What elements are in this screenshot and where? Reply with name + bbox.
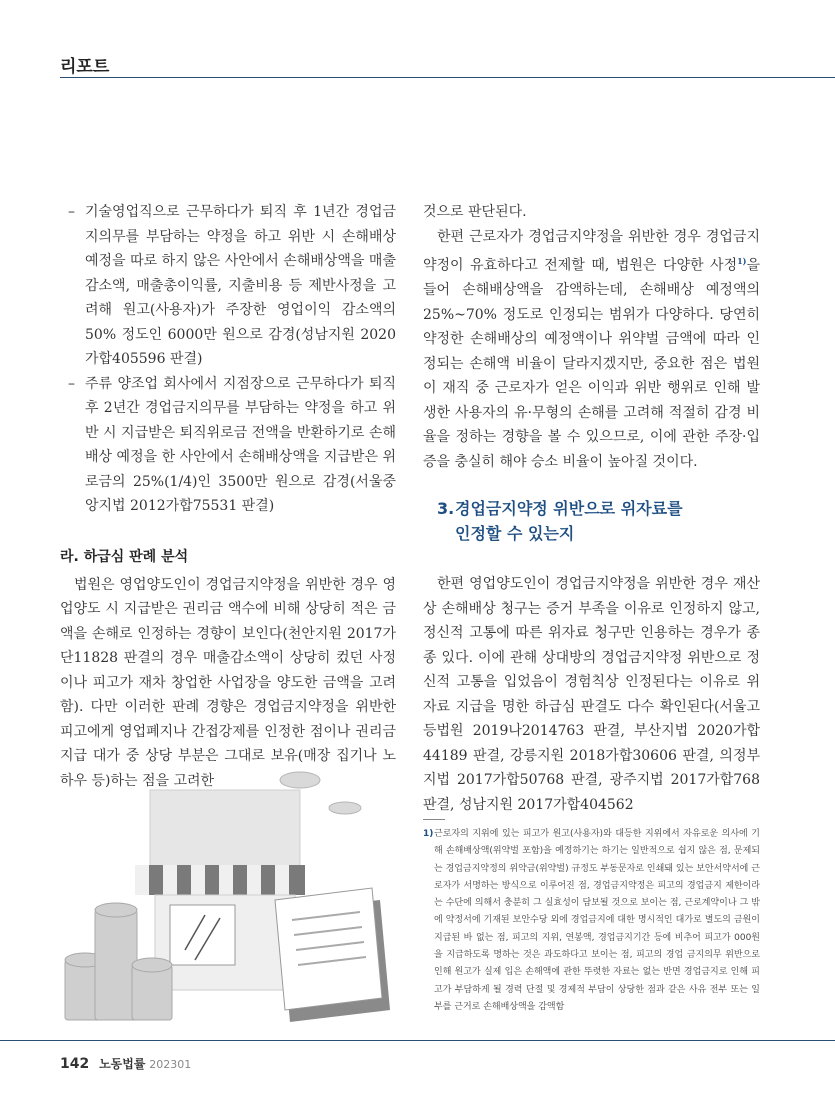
bullet-dash: – (68, 204, 75, 220)
body-text: 을 들어 손해배상액을 감액하는데, 손해배상 예정액의 25%~70% 정도로 인정되는 범위가 다양하다. 당연히 약정한 손해배상의 예정액이나 위약벌 금액에 따라 인정되는 손해액 비율이 달라지겠지만, 중요한 점은 법원이 재직 중 근로자가 얻은 이익과 위반 행위로 인해 발생한 사용자의 유·무형의 손해를 고려해 적절히 감경 비율을 정하는 경향을 볼 수 있으므로, 이에 관한 주장·입증을 충실히 해야 승소 비율이 높아질 것이다. (423, 257, 760, 470)
body-text: 한편 영업양도인이 경업금지약정을 위반한 경우 재산상 손해배상 청구는 증거 부족을 이유로 인정하지 않고, 정신적 고통에 따른 위자료 청구만 인용하는 경우가 종종 있다. 이에 관해 상대방의 경업금지약정 위반으로 정신적 고통을 입었음이 경험칙상 인정된다는 이유로 위자료 지급을 명한 하급심 판결도 다수 확인된다(서울고등법원 2019나2014763 판결, 부산지법 2020가합44189 판결, 강릉지원 2018가합30606 판결, 의정부지법 2017가합50768 판결, 광주지법 2017가합768 판결, 성남지원 2017가합404562 (423, 576, 760, 813)
body-paragraph (423, 572, 760, 817)
right-column (423, 200, 760, 817)
case-bullet-text: 주류 양조업 회사에서 지점장으로 근무하다가 퇴직 후 2년간 경업금지의무를 부담하는 약정을 하고 위반 시 지급받은 퇴직위로금 전액을 반환하기로 손해배상 예정을 한 사안에서 손해배상액을 지급받은 위로금의 25%(1/4)인 3500만 원으로 감경(서울중앙지법 2012가합75531 판결) (85, 375, 396, 514)
shop-coins-illustration (60, 760, 400, 1030)
section-heading (423, 496, 760, 546)
body-text: 법원은 영업양도인이 경업금지약정을 위반한 경우 영업양도 시 지급받은 권리금 액수에 비해 상당히 적은 금액을 손해로 인정하는 경향이 보인다(천안지원 2017가단11828 판결의 경우 매출감소액이 상당히 컸던 사정이나 피고가 재차 창업한 사업장을 양도한 금액을 고려함). 다만 이러한 판례 경향은 경업금지약정을 위반한 피고에게 영업폐지나 간접강제를 인정한 점이나 권리금 지급 대가 중 상당 부분은 그대로 보유(매장 집기나 노하우 등)하는 점을 고려한 (60, 576, 396, 789)
left-column (60, 200, 396, 793)
footnote (423, 826, 760, 1016)
section-title-line1: 경업금지약정 위반으로 위자료를 (455, 499, 683, 519)
section-label: 리포트 (60, 57, 110, 77)
magazine-name: 노동법률 (99, 1057, 146, 1071)
body-text: 것으로 판단된다. (423, 204, 527, 220)
section-title-line2: 인정할 수 있는지 (455, 524, 575, 544)
page-footer (60, 1055, 191, 1072)
issue-number: 202301 (149, 1058, 192, 1071)
bullet-dash: – (68, 375, 75, 392)
footnote-text: 근로자의 지위에 있는 피고가 원고(사용자)와 대등한 지위에서 자유로운 의사에 기해 손해배상액(위약벌 포함)을 예정하기는 하기는 일반적으로 쉽지 않은 점, 문제되는 경업금지약정의 위약금(위약벌) 규정도 부동문자로 인쇄돼 있는 보안서약서에 근로자가 서명하는 방식으로 이루어진 점, 경업금지약정은 피고의 경업금지 제한이라는 수단에 의해서 충분히 그 실효성이 담보될 것으로 보이는 점, 근로계약이나 그 밖에 약정서에 기재된 보안수당 외에 경업금지에 대한 명시적인 대가로 별도의 금원이 지급된 바 없는 점, 피고의 지위, 연봉액, 경업금지기간 등에 비추어 피고가 000원을 지급하도록 명하는 것은 과도하다고 보이는 점, 피고의 경업 금지의무 위반으로 인해 원고가 실제 입은 손해액에 관한 뚜렷한 자료는 없는 반면 경업금지로 인해 피고가 부담하게 될 경력 단절 및 경제적 부담이 상당한 점과 같은 사유 전부 또는 일부를 근거로 손해배상액을 감액함 (434, 829, 760, 1012)
footnote-reference[interactable]: 1) (737, 256, 747, 266)
section-number: 3. (437, 499, 455, 519)
page-number: 142 (60, 1056, 90, 1072)
header-divider (60, 77, 835, 78)
document-stack-icon (275, 888, 390, 1022)
subheading: 라. 하급심 판례 분석 (60, 548, 189, 565)
body-paragraph (423, 225, 760, 475)
body-text: 한편 근로자가 경업금지약정을 위반한 경우 경업금지약정이 유효하다고 전제할 때, 법원은 다양한 사정 (423, 228, 760, 274)
footer-divider (0, 1040, 835, 1041)
footnote-mark: 1) (423, 829, 434, 839)
body-paragraph (423, 200, 760, 225)
case-bullet-text: 기술영업직으로 근무하다가 퇴직 후 1년간 경업금지의무를 부담하는 약정을 하고 위반 시 손해배상 예정을 따로 하지 않은 사안에서 손해배상액을 매출감소액, 매출총이익률, 지출비용 등 제반사정을 고려해 원고(사용자)가 주장한 영업이익 감소액의 50% 정도인 6000만 원으로 감경(성남지원 2020가합405596 판결) (85, 204, 396, 367)
footnote-divider (423, 819, 445, 820)
case-bullet (60, 372, 396, 519)
case-bullet (60, 200, 396, 372)
